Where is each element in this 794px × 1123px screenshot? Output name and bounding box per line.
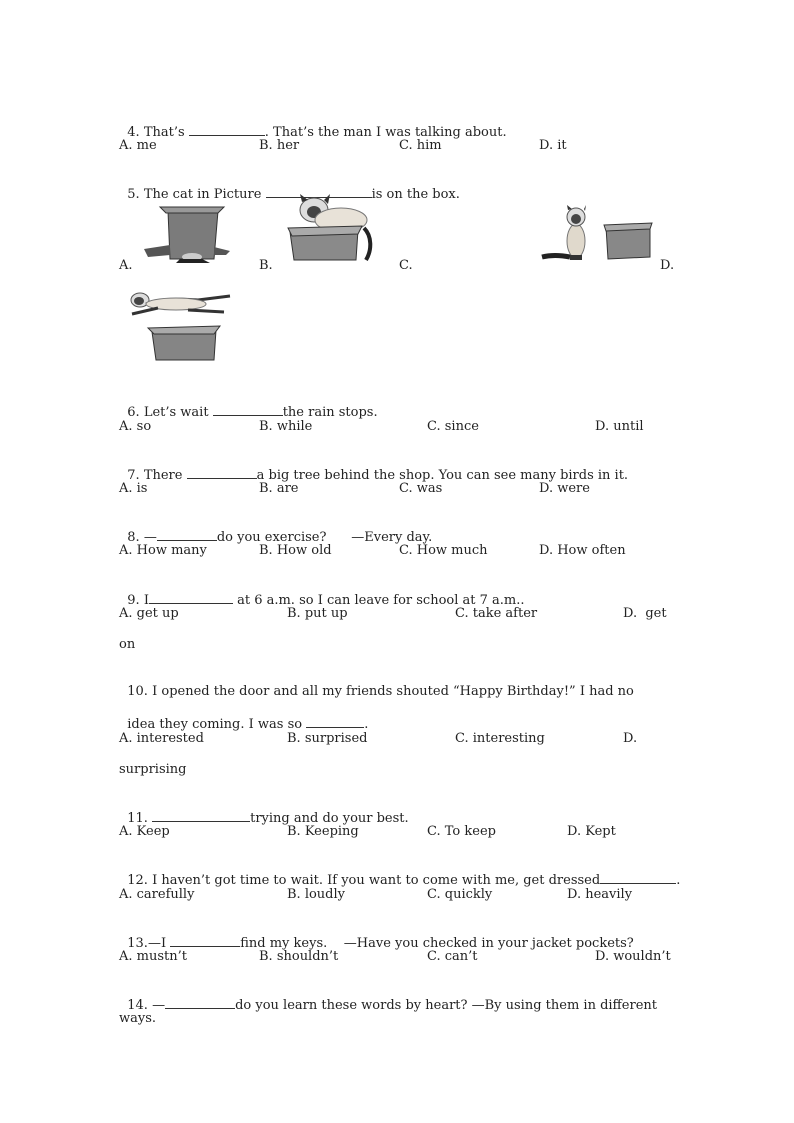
question-text: —: [143, 530, 157, 545]
option-c[interactable]: C. How much: [399, 543, 488, 558]
option-a[interactable]: A. mustn’t: [119, 949, 187, 964]
question-text: —I: [147, 936, 167, 951]
question-10-line-2: [119, 699, 368, 733]
question-text: I: [143, 593, 149, 608]
question-10: [119, 668, 634, 700]
option-a[interactable]: A. carefully: [119, 887, 195, 902]
option-c[interactable]: C. since: [427, 419, 479, 434]
option-b[interactable]: B. How old: [259, 543, 332, 558]
question-14: [119, 980, 657, 1014]
option-a[interactable]: A. so: [119, 419, 152, 434]
question-4: [119, 107, 507, 141]
option-c[interactable]: C. interesting: [455, 731, 545, 746]
option-d[interactable]: D.: [660, 258, 675, 273]
option-b[interactable]: B. loudly: [287, 887, 345, 902]
question-text: the rain stops.: [282, 405, 378, 420]
question-number: 12.: [127, 873, 148, 888]
question-text: I haven’t got time to wait. If you want to come with me, get dressed: [152, 873, 601, 888]
option-b[interactable]: B. her: [259, 138, 300, 153]
answer-blank[interactable]: [187, 466, 257, 479]
option-d-continued: on: [119, 637, 136, 652]
question-8: [119, 512, 432, 546]
option-b[interactable]: B. are: [259, 481, 299, 496]
option-d[interactable]: D. were: [539, 481, 590, 496]
option-d[interactable]: D. heavily: [567, 887, 633, 902]
option-d[interactable]: D.: [623, 731, 638, 746]
option-b[interactable]: B. shouldn’t: [259, 949, 339, 964]
option-b[interactable]: B. put up: [287, 606, 348, 621]
option-a[interactable]: A. is: [119, 481, 148, 496]
option-d[interactable]: D. until: [595, 419, 644, 434]
option-c[interactable]: C. was: [399, 481, 443, 496]
question-6: [119, 387, 378, 421]
option-d-continued: surprising: [119, 762, 187, 777]
question-number: 5.: [127, 187, 140, 202]
option-c[interactable]: C. To keep: [427, 824, 496, 839]
question-text: .: [676, 873, 681, 888]
question-number: 10.: [127, 684, 148, 699]
option-d[interactable]: D. wouldn’t: [595, 949, 671, 964]
question-text: —: [152, 998, 166, 1013]
answer-blank[interactable]: [213, 403, 283, 416]
cat-under-box-icon: [140, 205, 232, 263]
answer-blank[interactable]: [149, 591, 233, 604]
option-b[interactable]: B. Keeping: [287, 824, 359, 839]
option-b[interactable]: B.: [259, 258, 273, 273]
answer-blank[interactable]: [170, 934, 240, 947]
question-14-line-2: ways.: [119, 1011, 157, 1026]
question-number: 13.: [127, 936, 148, 951]
question-text: is on the box.: [371, 187, 460, 202]
question-text: There: [143, 468, 183, 483]
question-number: 6.: [127, 405, 140, 420]
question-number: 11.: [127, 811, 148, 826]
answer-blank[interactable]: [152, 809, 250, 822]
question-text: trying and do your best.: [250, 811, 409, 826]
answer-blank[interactable]: [306, 715, 364, 728]
question-text: idea they coming. I was so: [127, 717, 303, 732]
answer-blank[interactable]: [189, 123, 265, 136]
question-text: . That’s the man I was talking about.: [264, 125, 507, 140]
option-c[interactable]: C. quickly: [427, 887, 493, 902]
question-number: 9.: [127, 593, 140, 608]
question-text: .: [364, 717, 369, 732]
option-a[interactable]: A. get up: [119, 606, 179, 621]
question-text: That’s: [143, 125, 185, 140]
option-b[interactable]: B. surprised: [287, 731, 368, 746]
answer-blank[interactable]: [157, 528, 217, 541]
cat-in-box-icon: [286, 194, 376, 268]
question-text: do you learn these words by heart? —By using them in different: [235, 998, 657, 1013]
option-a[interactable]: A. interested: [119, 731, 204, 746]
option-d[interactable]: D. it: [539, 138, 567, 153]
question-11: [119, 793, 409, 827]
option-c[interactable]: C.: [399, 258, 413, 273]
question-text: Let’s wait: [143, 405, 209, 420]
option-a[interactable]: A. How many: [119, 543, 207, 558]
question-number: 7.: [127, 468, 140, 483]
cat-beside-box-icon: [540, 205, 658, 263]
option-d[interactable]: D. Kept: [567, 824, 616, 839]
answer-blank[interactable]: [600, 871, 676, 884]
question-7: [119, 450, 628, 484]
question-text: The cat in Picture: [143, 187, 262, 202]
option-d[interactable]: D. How often: [539, 543, 626, 558]
answer-blank[interactable]: [165, 996, 235, 1009]
question-text: do you exercise? —Every day.: [216, 530, 433, 545]
question-9: [119, 575, 525, 609]
option-c[interactable]: C. can’t: [427, 949, 478, 964]
option-d[interactable]: D. get: [623, 606, 667, 621]
question-text: a big tree behind the shop. You can see many birds in it.: [256, 468, 629, 483]
question-text: I opened the door and all my friends shouted “Happy Birthday!” I had no: [152, 684, 634, 699]
option-a[interactable]: A. Keep: [119, 824, 170, 839]
question-text: find my keys. —Have you checked in your jacket pockets?: [240, 936, 634, 951]
question-13: [119, 918, 634, 952]
question-text: at 6 a.m. so I can leave for school at 7 a.m..: [232, 593, 525, 608]
option-a[interactable]: A. me: [119, 138, 157, 153]
option-c[interactable]: C. him: [399, 138, 442, 153]
question-number: 8.: [127, 530, 140, 545]
cat-over-box-icon: [128, 290, 234, 364]
question-number: 14.: [127, 998, 148, 1013]
question-number: 4.: [127, 125, 140, 140]
question-12: [119, 855, 680, 889]
option-b[interactable]: B. while: [259, 419, 313, 434]
option-c[interactable]: C. take after: [455, 606, 538, 621]
option-a[interactable]: A.: [119, 258, 133, 273]
